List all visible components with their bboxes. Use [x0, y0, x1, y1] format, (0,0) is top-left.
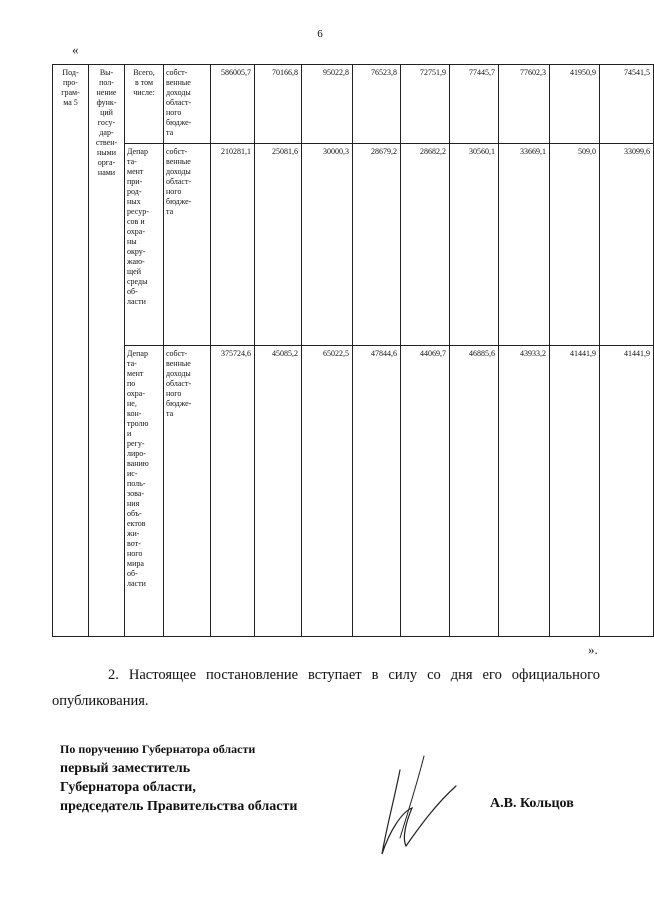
- value-cell: 41441,9: [550, 346, 600, 637]
- quote-close-mark: ».: [588, 642, 598, 657]
- executor-cell: Депар та- мент при- род- ных ресур- сов и охра- ны окру- жаю- щей среды об- ласти: [125, 144, 164, 346]
- subprogram-cell: Под- про- грам- ма 5: [53, 65, 89, 637]
- value-cell: 210281,1: [211, 144, 255, 346]
- signature-line-1: По поручению Губернатора области: [60, 742, 256, 756]
- source-cell: собст- венные доходы област- ного бюдже- та: [164, 65, 211, 144]
- value-cell: 33099,6: [600, 144, 654, 346]
- source-cell: собст- венные доходы област- ного бюдже- та: [164, 144, 211, 346]
- value-cell: 41441,9: [600, 346, 654, 637]
- value-cell: 74541,5: [600, 65, 654, 144]
- value-cell: 375724,6: [211, 346, 255, 637]
- value-cell: 44069,7: [401, 346, 450, 637]
- signature-line-4: председатель Правительства области: [60, 799, 298, 814]
- handwritten-signature-icon: [360, 750, 470, 860]
- value-cell: 509,0: [550, 144, 600, 346]
- value-cell: 46885,6: [450, 346, 499, 637]
- table-row: [53, 346, 654, 637]
- value-cell: 65022,5: [302, 346, 353, 637]
- signature-line-3: Губернатора области,: [60, 780, 196, 795]
- value-cell: 77602,3: [499, 65, 550, 144]
- value-cell: 70166,8: [255, 65, 302, 144]
- value-cell: 45085,2: [255, 346, 302, 637]
- closing-paragraph: 2. Настоящее постановление вступает в силу со дня его официального опубликования.: [52, 667, 600, 709]
- value-cell: 76523,8: [353, 65, 401, 144]
- table-row: [53, 65, 654, 144]
- budget-table: [52, 64, 654, 637]
- signature-line-2: первый заместитель: [60, 761, 191, 776]
- value-cell: 28679,2: [353, 144, 401, 346]
- executor-cell: Депар та- мент по охра- не, кон- тролю и регу- лиро- ванию ис- поль- зова- ния объ- ектов жи- вот- ного мира об- ласти: [125, 346, 164, 637]
- value-cell: 33669,1: [499, 144, 550, 346]
- value-cell: 41950,9: [550, 65, 600, 144]
- page-number: 6: [317, 28, 323, 40]
- value-cell: 77445,7: [450, 65, 499, 144]
- quote-open-mark: «: [72, 42, 79, 57]
- signer-name: А.В. Кольцов: [490, 796, 574, 811]
- table-row: [53, 144, 654, 346]
- function-cell: Вы- пол- нение функ- ций госу- дар- ствен- ными орга- нами: [89, 65, 125, 637]
- value-cell: 43933,2: [499, 346, 550, 637]
- value-cell: 30000,3: [302, 144, 353, 346]
- value-cell: 28682,2: [401, 144, 450, 346]
- value-cell: 30560,1: [450, 144, 499, 346]
- signature-block: [60, 740, 297, 816]
- executor-cell: Всего, в том числе:: [125, 65, 164, 144]
- value-cell: 95022,8: [302, 65, 353, 144]
- value-cell: 72751,9: [401, 65, 450, 144]
- source-cell: собст- венные доходы област- ного бюдже- та: [164, 346, 211, 637]
- value-cell: 47844,6: [353, 346, 401, 637]
- value-cell: 25081,6: [255, 144, 302, 346]
- value-cell: 586005,7: [211, 65, 255, 144]
